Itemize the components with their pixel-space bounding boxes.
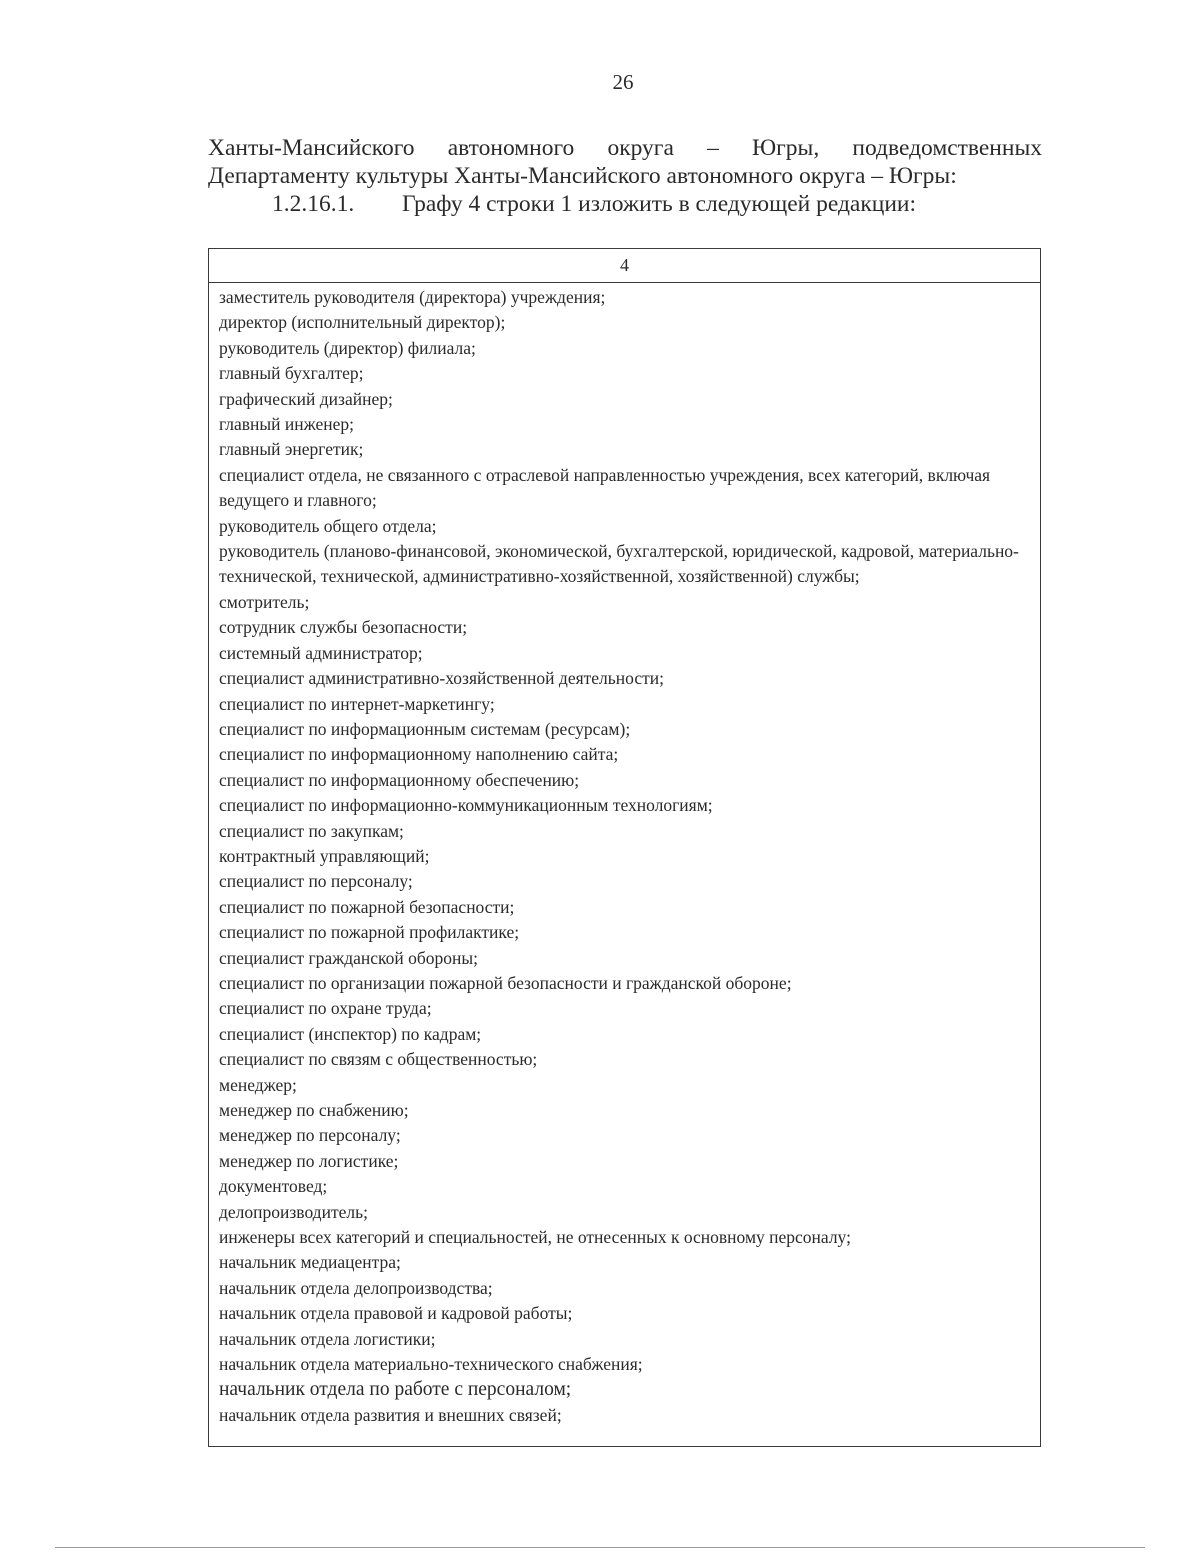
list-item: руководитель (директор) филиала;	[219, 337, 476, 358]
list-item: начальник отдела развития и внешних связей;	[219, 1404, 562, 1425]
list-item: специалист по пожарной профилактике;	[219, 922, 520, 943]
intro-line-1: Ханты-Мансийского автономного округа – Югры, подведомственных	[208, 135, 1042, 161]
list-item: сотрудник службы безопасности;	[219, 617, 468, 638]
list-item: специалист по информационному обеспечению;	[219, 769, 580, 790]
list-item: специалист по интернет-маркетингу;	[219, 693, 495, 714]
list-item: заместитель руководителя (директора) учреждения;	[219, 287, 606, 307]
list-item: начальник отдела делопроизводства;	[219, 1277, 493, 1298]
list-item: главный инженер;	[219, 414, 355, 435]
list-item: начальник медиацентра;	[219, 1252, 401, 1273]
list-item: менеджер по снабжению;	[219, 1100, 409, 1120]
list-item: специалист по пожарной безопасности;	[219, 896, 515, 917]
intro-paragraph	[208, 134, 1042, 218]
page-number: 26	[612, 70, 634, 94]
list-item: менеджер по логистике;	[219, 1150, 399, 1171]
list-item: начальник отдела правовой и кадровой работы;	[219, 1303, 573, 1324]
positions-table	[208, 248, 1041, 1447]
clause-number: 1.2.16.1.	[272, 191, 355, 217]
list-item: менеджер;	[219, 1074, 297, 1095]
list-item: смотритель;	[219, 591, 310, 612]
list-item: системный администратор;	[219, 642, 423, 663]
list-item: главный бухгалтер;	[219, 363, 364, 384]
list-item: специалист (инспектор) по кадрам;	[219, 1023, 482, 1044]
list-item: специалист по персоналу;	[219, 871, 413, 892]
list-item: документовед;	[219, 1176, 328, 1197]
list-item: руководитель общего отдела;	[219, 515, 437, 536]
list-item: специалист по охране труда;	[219, 998, 432, 1019]
list-item: менеджер по персоналу;	[219, 1125, 401, 1146]
list-item: специалист по закупкам;	[219, 820, 404, 841]
list-item: директор (исполнительный директор);	[219, 312, 506, 333]
list-item: инженеры всех категорий и специальностей, не отнесенных к основному персоналу;	[219, 1227, 851, 1248]
positions-list	[209, 283, 1040, 1428]
list-item: руководитель (планово-финансовой, экономической, бухгалтерской, юридической, кадровой, материально-технической, технической, административно-хозяйственной, хозяйственной) службы;	[219, 541, 1019, 587]
list-item: специалист по информационному наполнению сайта;	[219, 744, 619, 765]
list-item: специалист по информационным системам (ресурсам);	[219, 718, 631, 739]
clause-text: Графу 4 строки 1 изложить в следующей редакции:	[402, 191, 917, 217]
list-item: специалист гражданской обороны;	[219, 947, 479, 968]
list-item: делопроизводитель;	[219, 1201, 368, 1222]
list-item: начальник отдела материально-технического снабжения;	[219, 1354, 643, 1375]
list-item: специалист по связям с общественностью;	[219, 1049, 538, 1070]
list-item: главный энергетик;	[219, 439, 364, 460]
list-item: начальник отдела логистики;	[219, 1328, 436, 1349]
list-item: специалист административно-хозяйственной деятельности;	[219, 668, 664, 689]
clause-line	[208, 190, 1042, 218]
list-item: графический дизайнер;	[219, 388, 393, 409]
list-item: специалист по организации пожарной безопасности и гражданской обороне;	[219, 972, 792, 993]
table-column-header: 4	[209, 249, 1040, 283]
list-item: контрактный управляющий;	[219, 845, 430, 866]
list-item: специалист по информационно-коммуникационным технологиям;	[219, 795, 713, 816]
list-item: специалист отдела, не связанного с отраслевой направленностью учреждения, всех категорий, включая ведущего и главного;	[219, 464, 991, 511]
intro-line-2: Департаменту культуры Ханты-Мансийского автономного округа – Югры:	[208, 163, 957, 189]
scan-artifact-line	[55, 1547, 1145, 1548]
list-item: начальник отдела по работе с персоналом;	[219, 1379, 572, 1401]
